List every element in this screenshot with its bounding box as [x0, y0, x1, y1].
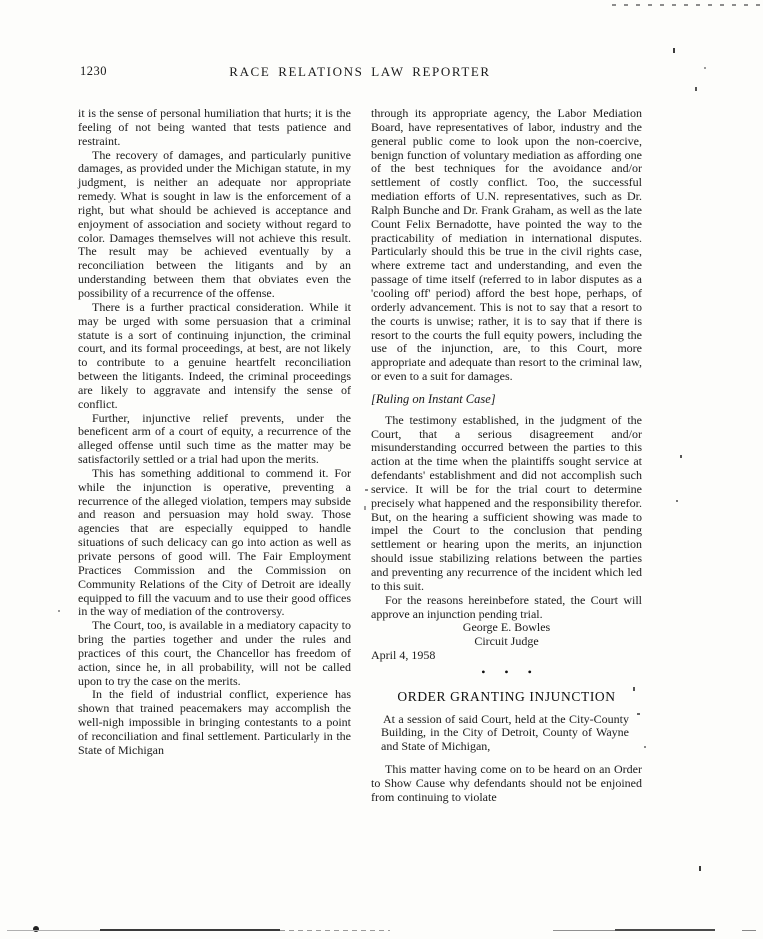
- scan-artifact-bottom-edge: [742, 930, 756, 931]
- paragraph: In the field of industrial conflict, experience has shown that trained peacemakers may accomplish the well-nigh impossible in bringing contestants to a point of reconciliation and final settlement. Particularly in the State of Michigan: [78, 687, 351, 757]
- scan-speck: [637, 713, 640, 715]
- scan-speck: [58, 610, 60, 612]
- paragraph: There is a further practical consideration. While it may be urged with some persuasion that a criminal statute is a sort of continuing injunction, the criminal court, and its formal proceedings, at best, are not likely to contribute to a genuine heartfelt reconciliation between the litigants. Indeed, the criminal proceedings are likely to aggravate and intensify the sense of conflict.: [78, 299, 351, 411]
- scan-artifact-top-dotted-line: [612, 4, 763, 6]
- scan-speck: [33, 926, 39, 932]
- scan-speck: [704, 67, 706, 69]
- signature-title: Circuit Judge: [474, 634, 539, 649]
- scan-speck: [644, 746, 646, 748]
- scan-speck: [365, 489, 368, 491]
- scan-artifact-bottom-edge: [100, 929, 280, 931]
- scan-speck: [364, 506, 366, 510]
- section-heading-order-granting-injunction: ORDER GRANTING INJUNCTION: [397, 688, 616, 704]
- signature-name: George E. Bowles: [462, 620, 551, 635]
- scan-artifact-bottom-edge: [7, 930, 100, 931]
- page-number: 1230: [80, 64, 107, 78]
- page-header: [78, 64, 642, 80]
- paragraph: The recovery of damages, and particularly punitive damages, as provided under the Michigan statute, in my judgment, is neither an adequate nor appropriate remedy. What is sought in law is the enforcement of a right, but what should be achieved is acceptance and enjoyment of association and society without regard to color. Damages themselves will not achieve this result. The result may be achieved eventually by a reconciliation between the litigants and by an understanding between them that obviates even the possibility of a recurrence of the offense.: [78, 147, 351, 300]
- scan-speck: [673, 48, 675, 53]
- left-column: [78, 107, 351, 758]
- paragraph: The testimony established, in the judgment of the Court, that a serious disagreement and/or misunderstanding occurred between the parties to this action at the time when the plaintiffs sought service at defendants' establishment and did not accomplish such service. It will be for the trial court to determine precisely what happened and the responsibility therefor. But, on the hearing a sufficient showing was made to impel the Court to the conclusion that pending settlement or hearing upon the merits, an injunction should issue stabilizing relations between the parties and preventing any recurrence of the incident which led to this suit.: [371, 412, 642, 593]
- scan-artifact-bottom-edge: [553, 930, 615, 931]
- scan-speck: [633, 687, 635, 691]
- section-separator-bullets: • • •: [481, 664, 532, 679]
- paragraph: This has something additional to commend it. For while the injunction is operative, preventing a recurrence of the alleged violation, tempers may subside and reason and persuasion may hold sway. Those agencies that are especially equipped to handle situations of such delicacy can go into action as well as private persons of good will. The Fair Employment Practices Commission and the Commission on Community Relations of the City of Detroit are ideally equipped to fill the vacuum and to use their good offices in the way of mediation of the controversy.: [78, 465, 351, 619]
- scan-speck: [699, 866, 701, 871]
- scan-speck: [680, 455, 682, 458]
- scan-artifact-bottom-edge: [280, 930, 390, 931]
- right-column: [371, 107, 642, 805]
- running-head-title: RACE RELATIONS LAW REPORTER: [229, 64, 491, 79]
- paragraph: Further, injunctive relief prevents, under the beneficent arm of a court of equity, a recurrence of the alleged offense until such time as the matter may be satisfactorily settled or a trial had upon the merits.: [78, 410, 351, 467]
- section-heading-ruling-on-instant-case: [Ruling on Instant Case]: [371, 391, 496, 406]
- scan-speck: [676, 500, 678, 502]
- paragraph: The Court, too, is available in a mediatory capacity to bring the parties together and under the rules and practices of this court, the Chancellor has freedom of action, since he, in all probability, will not be called upon to try the case on the merits.: [78, 618, 351, 688]
- paragraph: This matter having come on to be heard on an Order to Show Cause why defendants should not be enjoined from continuing to violate: [371, 762, 642, 804]
- paragraph: through its appropriate agency, the Labor Mediation Board, have representatives of labor, industry and the general public come to look upon the non-coercive, benign function of voluntary mediation as affording one of the best techniques for the avoidance and/or settlement of costly conflict. Too, the successful mediation efforts of U.N. representatives, such as Dr. Ralph Bunche and Dr. Frank Graham, as well as the late Count Felix Bernadotte, have pointed the way to the practicability of mediation in international disputes. Particularly should this be true in the civil rights case, where extreme tact and understanding, and even the passage of time itself (referred to in labor disputes as a 'cooling off' period) afford the best hope, perhaps, of orderly advancement. This is not to say that a resort to the courts is unwise; rather, it is to say that if there is resort to the courts the full equity powers, including the use of the injunction, are, to this Court, more appropriate and adequate than resort to the criminal law, or even to a suit for damages.: [371, 106, 642, 384]
- date-line: April 4, 1958: [371, 648, 436, 663]
- paragraph: it is the sense of personal humiliation that hurts; it is the feeling of not being wanted that tests patience and restraint.: [78, 106, 351, 148]
- session-block: At a session of said Court, held at the City-County Building, in the City of Detroit, County of Wayne and State of Michigan,: [381, 711, 629, 754]
- scan-speck: [695, 87, 697, 91]
- scan-artifact-bottom-edge: [615, 929, 715, 931]
- paragraph: For the reasons hereinbefore stated, the Court will approve an injunction pending trial.: [371, 592, 642, 621]
